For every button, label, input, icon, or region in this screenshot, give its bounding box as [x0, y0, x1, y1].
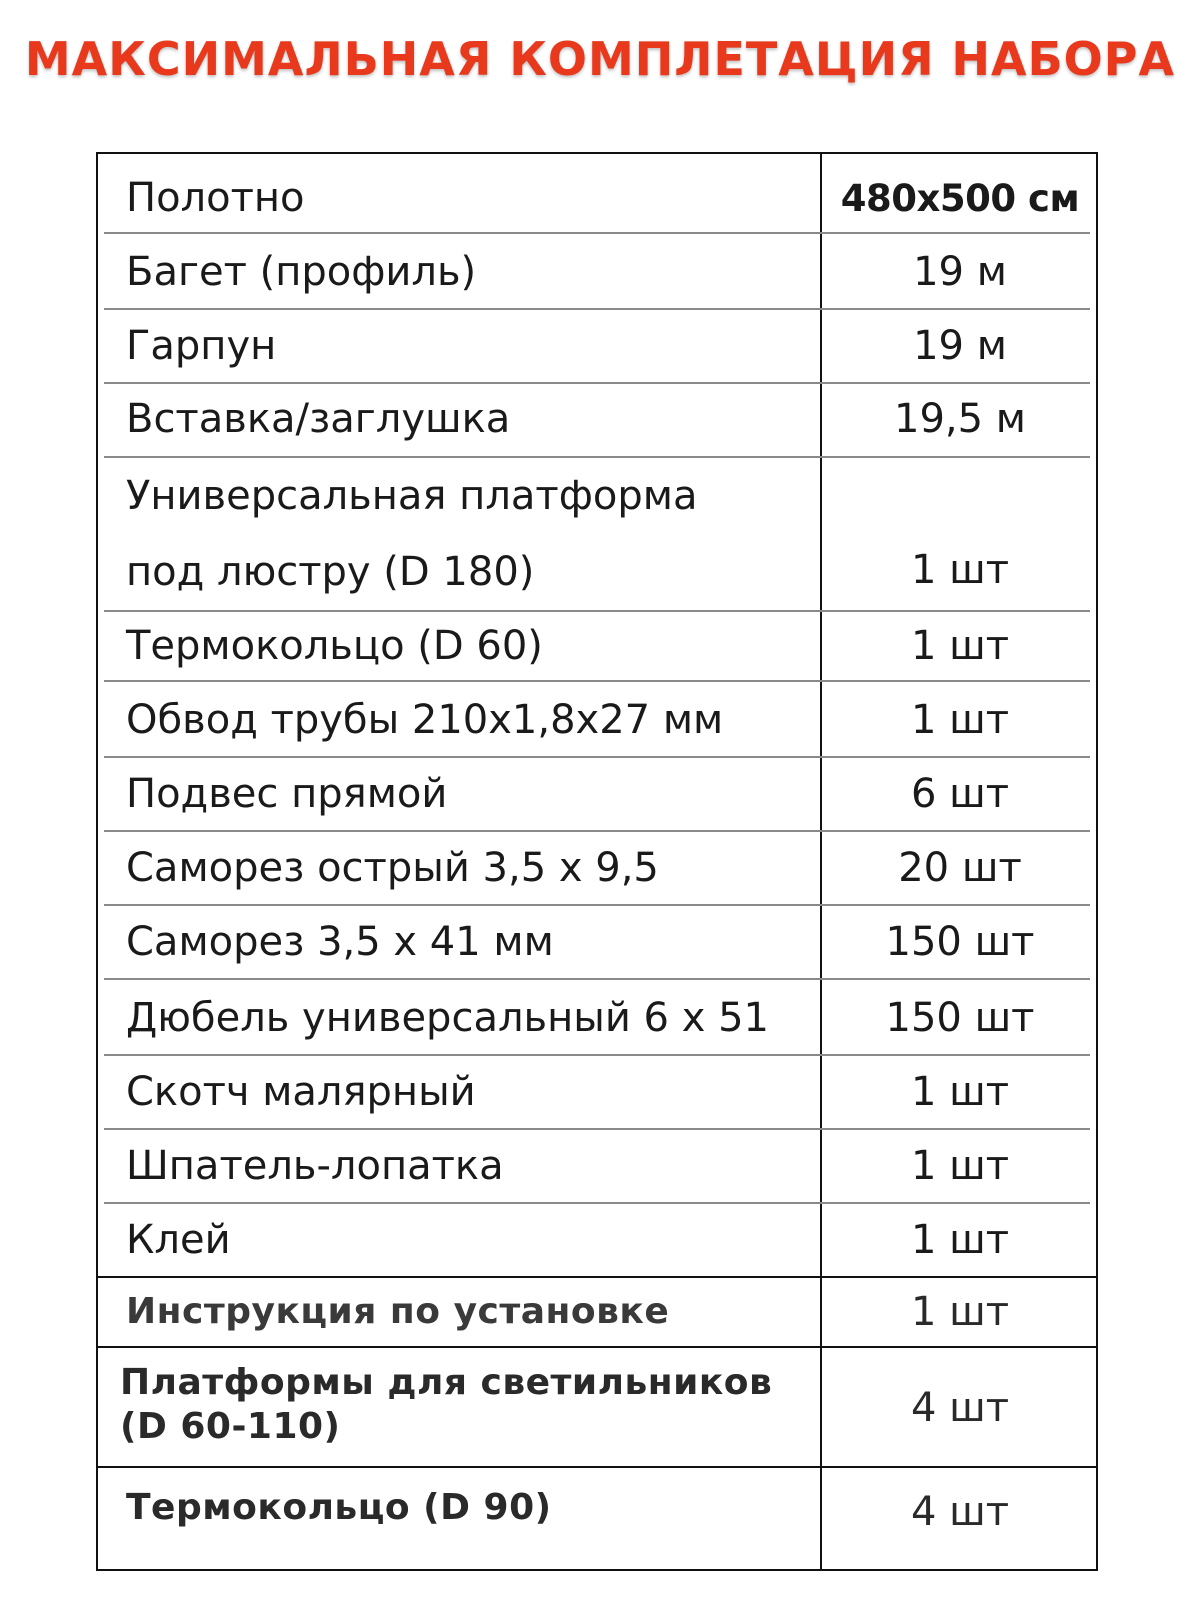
table-row	[98, 234, 1096, 310]
item-name-line2: под люстру (D 180)	[126, 549, 535, 595]
item-quantity: 4 шт	[910, 1489, 1010, 1535]
item-quantity: 1 шт	[910, 1217, 1010, 1263]
table-row	[98, 1056, 1096, 1130]
table-row	[98, 154, 1096, 234]
item-quantity: 6 шт	[910, 771, 1010, 817]
table-row	[98, 758, 1096, 832]
table-row	[98, 384, 1096, 458]
page-title: МАКСИМАЛЬНАЯ КОМПЛЕТАЦИЯ НАБОРА	[24, 32, 1176, 86]
item-quantity: 1 шт	[910, 1289, 1010, 1335]
table-row	[98, 1278, 1096, 1348]
item-name: Подвес прямой	[126, 771, 448, 817]
table-row	[98, 832, 1096, 906]
kit-contents-table	[96, 152, 1098, 1571]
item-quantity: 1 шт	[910, 547, 1010, 593]
table-row	[98, 1204, 1096, 1278]
item-name: Термокольцо (D 90)	[126, 1487, 552, 1528]
item-name: Шпатель-лопатка	[126, 1143, 504, 1189]
item-quantity: 150 шт	[885, 995, 1035, 1041]
item-quantity: 19 м	[913, 323, 1007, 369]
item-name: Обвод трубы 210х1,8х27 мм	[126, 697, 724, 743]
item-name: Инструкция по установке	[126, 1291, 670, 1332]
item-name: Скотч малярный	[126, 1069, 476, 1115]
item-quantity: 20 шт	[898, 845, 1022, 891]
item-name-line1: Платформы для светильников	[120, 1362, 773, 1403]
table-row	[98, 1130, 1096, 1204]
table-row	[98, 458, 1096, 612]
table-row	[98, 612, 1096, 682]
item-name-line2: (D 60-110)	[120, 1406, 341, 1447]
item-name: Термокольцо (D 60)	[126, 623, 543, 669]
item-name: Саморез 3,5 х 41 мм	[126, 919, 554, 965]
item-quantity: 1 шт	[910, 623, 1010, 669]
item-quantity: 1 шт	[910, 1069, 1010, 1115]
item-quantity: 19 м	[913, 249, 1007, 295]
table-row	[98, 1468, 1096, 1569]
item-quantity: 480х500 см	[840, 177, 1080, 220]
item-name: Багет (профиль)	[126, 249, 477, 295]
item-name-line1: Универсальная платформа	[126, 473, 698, 519]
item-name: Вставка/заглушка	[126, 396, 511, 442]
item-name: Клей	[126, 1217, 231, 1263]
table-row	[98, 1348, 1096, 1468]
table-row	[98, 310, 1096, 384]
item-quantity: 150 шт	[885, 919, 1035, 965]
table-row	[98, 682, 1096, 758]
item-quantity: 4 шт	[910, 1385, 1010, 1431]
item-quantity: 1 шт	[910, 697, 1010, 743]
item-name: Полотно	[126, 175, 305, 221]
item-name: Дюбель универсальный 6 х 51	[126, 995, 769, 1041]
table-row	[98, 980, 1096, 1056]
table-row	[98, 906, 1096, 980]
item-quantity: 1 шт	[910, 1143, 1010, 1189]
item-name: Гарпун	[126, 323, 277, 369]
item-quantity: 19,5 м	[894, 396, 1026, 442]
item-name: Саморез острый 3,5 х 9,5	[126, 845, 659, 891]
